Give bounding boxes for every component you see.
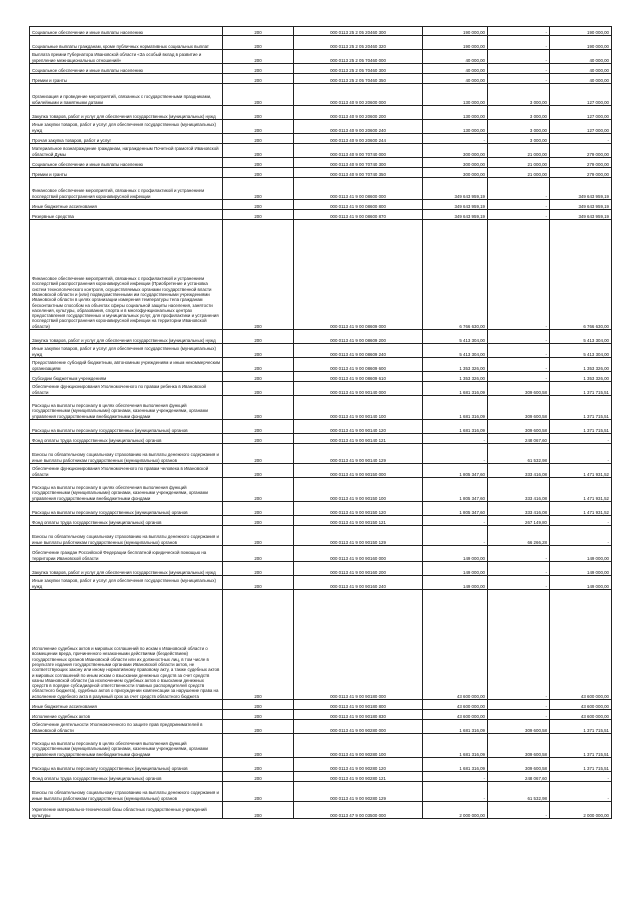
row-remaining-amount-cell: 279 000,00 — [550, 168, 612, 178]
row-remaining-amount-cell: 1 471 931,52 — [550, 478, 612, 502]
row-remaining-amount-cell: 149 000,00 — [550, 546, 612, 562]
row-approved-amount-cell: 130 000,00 — [423, 84, 488, 106]
table-row — [30, 590, 612, 700]
row-approved-amount-cell: 300 000,00 — [423, 144, 488, 158]
table-row — [30, 782, 612, 802]
row-code-cell: 200 — [223, 120, 294, 134]
row-approved-amount-cell: - — [423, 782, 488, 802]
row-name-cell: Обеспечение функционирования Уполномоченного по правам ребенка в Ивановской области — [30, 382, 223, 396]
row-approved-amount-cell: 1 805 347,60 — [423, 464, 488, 478]
row-code-cell: 200 — [223, 84, 294, 106]
row-classification-code-cell: 000 0113 47 9 00 03500 000 — [294, 802, 423, 819]
row-remaining-amount-cell: 1 371 715,51 — [550, 396, 612, 420]
row-approved-amount-cell: 1 681 316,09 — [423, 382, 488, 396]
row-classification-code-cell: 000 0113 40 9 00 20600 000 — [294, 84, 423, 106]
row-code-cell: 200 — [223, 710, 294, 720]
row-approved-amount-cell: - — [423, 772, 488, 782]
table-row — [30, 36, 612, 50]
row-executed-amount-cell: 333 416,08 — [488, 502, 550, 516]
row-code-cell: 200 — [223, 358, 294, 372]
row-classification-code-cell: 000 0113 41 9 00 90140 100 — [294, 396, 423, 420]
row-code-cell: 200 — [223, 200, 294, 210]
row-name-cell: Материальное вознаграждение гражданам, награжденным Почетной грамотой Ивановской областной Думы — [30, 144, 223, 158]
row-code-cell: 200 — [223, 396, 294, 420]
row-remaining-amount-cell: - — [550, 134, 612, 144]
row-executed-amount-cell: 3 000,00 — [488, 106, 550, 120]
row-executed-amount-cell: - — [488, 802, 550, 819]
row-approved-amount-cell: 130 000,00 — [423, 106, 488, 120]
row-classification-code-cell: 000 0113 40 9 00 20600 240 — [294, 120, 423, 134]
row-remaining-amount-cell: - — [550, 516, 612, 526]
table-row — [30, 168, 612, 178]
row-approved-amount-cell: 2 000 000,00 — [423, 802, 488, 819]
row-classification-code-cell: 000 0113 41 9 00 90180 800 — [294, 700, 423, 710]
row-executed-amount-cell: 333 416,08 — [488, 464, 550, 478]
row-classification-code-cell: 000 0113 41 9 00 90280 100 — [294, 734, 423, 758]
row-name-cell: Субсидии бюджетным учреждениям — [30, 372, 223, 382]
table-row — [30, 546, 612, 562]
row-executed-amount-cell: 309 600,58 — [488, 734, 550, 758]
table-row — [30, 358, 612, 372]
row-remaining-amount-cell: 1 353 326,00 — [550, 372, 612, 382]
row-code-cell: 200 — [223, 382, 294, 396]
row-name-cell: Социальные выплаты гражданам, кроме публичных нормативных социальных выплат — [30, 36, 223, 50]
row-classification-code-cell: 000 0113 41 9 00 08609 000 — [294, 220, 423, 330]
row-remaining-amount-cell: 5 413 304,00 — [550, 344, 612, 358]
table-row — [30, 720, 612, 734]
table-row — [30, 178, 612, 200]
row-name-cell: Расходы на выплаты персоналу в целях обеспечения выполнения функций государственными (муниципальными) органами, казенными учреждениями, органами управления государственными внебюджетными фондами — [30, 396, 223, 420]
row-name-cell: Социальное обеспечение и иные выплаты населению — [30, 27, 223, 36]
table-row — [30, 502, 612, 516]
row-approved-amount-cell: 1 805 347,60 — [423, 502, 488, 516]
row-classification-code-cell: 000 0113 41 9 00 08600 800 — [294, 200, 423, 210]
row-remaining-amount-cell: - — [550, 772, 612, 782]
table-row — [30, 200, 612, 210]
row-name-cell: Закупка товаров, работ и услуг для обеспечения государственных (муниципальных) нужд — [30, 330, 223, 344]
row-approved-amount-cell: 149 000,00 — [423, 546, 488, 562]
row-executed-amount-cell: - — [488, 590, 550, 700]
table-row — [30, 330, 612, 344]
row-remaining-amount-cell: 43 600 000,00 — [550, 710, 612, 720]
row-name-cell: Предоставление субсидий бюджетным, автономным учреждениям и иным некоммерческим организациям — [30, 358, 223, 372]
row-approved-amount-cell: 1 353 326,00 — [423, 372, 488, 382]
row-remaining-amount-cell: 40 000,00 — [550, 50, 612, 64]
row-code-cell: 200 — [223, 782, 294, 802]
row-executed-amount-cell: 3 000,00 — [488, 84, 550, 106]
row-approved-amount-cell: 300 000,00 — [423, 158, 488, 168]
row-code-cell: 200 — [223, 802, 294, 819]
row-code-cell: 200 — [223, 106, 294, 120]
row-classification-code-cell: 000 0113 41 9 00 90140 000 — [294, 382, 423, 396]
table-row — [30, 50, 612, 64]
row-executed-amount-cell: 333 416,08 — [488, 478, 550, 502]
row-classification-code-cell: 000 0113 40 9 00 70740 350 — [294, 168, 423, 178]
row-name-cell: Расходы на выплаты персоналу в целях обеспечения выполнения функций государственными (муниципальными) органами, казенными учреждениями, органами управления государственными внебюджетными фондами — [30, 734, 223, 758]
row-classification-code-cell: 000 0113 25 2 05 20460 300 — [294, 27, 423, 36]
table-row — [30, 158, 612, 168]
row-name-cell: Премии и гранты — [30, 168, 223, 178]
table-row — [30, 372, 612, 382]
row-executed-amount-cell: 248 067,60 — [488, 772, 550, 782]
row-code-cell: 200 — [223, 144, 294, 158]
table-row — [30, 562, 612, 576]
row-remaining-amount-cell: 5 413 304,00 — [550, 330, 612, 344]
row-approved-amount-cell: 300 000,00 — [423, 168, 488, 178]
row-executed-amount-cell: - — [488, 710, 550, 720]
row-executed-amount-cell: 3 000,00 — [488, 134, 550, 144]
row-classification-code-cell: 000 0113 41 9 00 90140 129 — [294, 444, 423, 464]
row-code-cell: 200 — [223, 562, 294, 576]
row-name-cell: Финансовое обеспечение мероприятий, связанных с профилактикой и устранением последствий распространения коронавирусной инфекции (Приобретение и установка систем технологического контроля, осуществляемых органами государственной власти Ивановской области и (или) подведомственными им государственными учреждениями Ивановской области в целях организации измерения температуры тела гражданам бесконтактным способом на объектах сферы социальной защиты населения, занятости населения, культуры, образования, спорта и в многофункциональных центрах предоставления государственных и муниципальных услуг, для профилактики и устранения последствий распространения коронавирусной инфекции на территории Ивановской области) — [30, 220, 223, 330]
row-code-cell: 200 — [223, 372, 294, 382]
row-remaining-amount-cell: 1 471 931,52 — [550, 502, 612, 516]
row-executed-amount-cell: - — [488, 220, 550, 330]
row-executed-amount-cell: - — [488, 344, 550, 358]
row-code-cell: 200 — [223, 64, 294, 74]
row-code-cell: 200 — [223, 220, 294, 330]
row-code-cell: 200 — [223, 178, 294, 200]
row-executed-amount-cell: 21 000,00 — [488, 158, 550, 168]
row-classification-code-cell: 000 0113 25 2 05 20460 320 — [294, 36, 423, 50]
row-code-cell: 200 — [223, 27, 294, 36]
row-remaining-amount-cell: 43 600 000,00 — [550, 590, 612, 700]
table-row — [30, 210, 612, 220]
row-remaining-amount-cell: - — [550, 526, 612, 546]
row-approved-amount-cell: 5 413 304,00 — [423, 330, 488, 344]
row-classification-code-cell: 000 0113 41 9 00 08609 200 — [294, 330, 423, 344]
row-approved-amount-cell: 5 413 304,00 — [423, 344, 488, 358]
row-approved-amount-cell: 1 681 316,09 — [423, 734, 488, 758]
row-code-cell: 200 — [223, 526, 294, 546]
row-executed-amount-cell: - — [488, 330, 550, 344]
row-name-cell: Обеспечение граждан Российской Федерации бесплатной юридической помощью на территории Ивановской области — [30, 546, 223, 562]
row-executed-amount-cell: 309 600,58 — [488, 758, 550, 772]
row-classification-code-cell: 000 0113 41 9 00 90160 240 — [294, 576, 423, 590]
row-code-cell: 200 — [223, 330, 294, 344]
row-code-cell: 200 — [223, 134, 294, 144]
row-remaining-amount-cell: 279 000,00 — [550, 144, 612, 158]
table-row — [30, 700, 612, 710]
row-approved-amount-cell: 349 643 959,19 — [423, 210, 488, 220]
table-row — [30, 434, 612, 444]
row-classification-code-cell: 000 0113 41 9 00 90140 121 — [294, 434, 423, 444]
row-name-cell: Фонд оплаты труда государственных (муниципальных) органов — [30, 772, 223, 782]
row-remaining-amount-cell: 1 371 715,51 — [550, 720, 612, 734]
row-name-cell: Иные бюджетные ассигнования — [30, 200, 223, 210]
table-row — [30, 144, 612, 158]
row-name-cell: Премии и гранты — [30, 74, 223, 84]
row-executed-amount-cell: 248 067,60 — [488, 434, 550, 444]
row-remaining-amount-cell: - — [550, 782, 612, 802]
row-executed-amount-cell: - — [488, 372, 550, 382]
row-classification-code-cell: 000 0113 41 9 00 90180 000 — [294, 590, 423, 700]
row-classification-code-cell: 000 0113 41 9 00 08609 240 — [294, 344, 423, 358]
row-name-cell: Расходы на выплаты персоналу государственных (муниципальных) органов — [30, 758, 223, 772]
row-name-cell: Иные бюджетные ассигнования — [30, 700, 223, 710]
row-approved-amount-cell: 349 643 959,19 — [423, 200, 488, 210]
row-name-cell: Расходы на выплаты персоналу государственных (муниципальных) органов — [30, 502, 223, 516]
table-row — [30, 734, 612, 758]
row-approved-amount-cell: - — [423, 434, 488, 444]
row-executed-amount-cell: 66 266,28 — [488, 526, 550, 546]
row-remaining-amount-cell: 1 353 326,00 — [550, 358, 612, 372]
row-name-cell: Фонд оплаты труда государственных (муниципальных) органов — [30, 434, 223, 444]
row-executed-amount-cell: - — [488, 50, 550, 64]
row-name-cell: Взносы по обязательному социальному страхованию на выплаты денежного содержания и иные выплаты работникам государственных (муниципальных) органов — [30, 782, 223, 802]
table-row — [30, 478, 612, 502]
row-approved-amount-cell: 1 353 326,00 — [423, 358, 488, 372]
row-code-cell: 200 — [223, 74, 294, 84]
row-approved-amount-cell: - — [423, 526, 488, 546]
row-approved-amount-cell: 6 766 630,00 — [423, 220, 488, 330]
row-name-cell: Укрепление материально-технической базы областных государственных учреждений культуры — [30, 802, 223, 819]
row-code-cell: 200 — [223, 700, 294, 710]
table-row — [30, 516, 612, 526]
row-code-cell: 200 — [223, 516, 294, 526]
row-code-cell: 200 — [223, 576, 294, 590]
row-classification-code-cell: 000 0113 41 9 00 90150 100 — [294, 478, 423, 502]
row-name-cell: Социальное обеспечение и иные выплаты населению — [30, 158, 223, 168]
row-name-cell: Расходы на выплаты персоналу в целях обеспечения выполнения функций государственными (муниципальными) органами, казенными учреждениями, органами управления государственными внебюджетными фондами — [30, 478, 223, 502]
table-row — [30, 106, 612, 120]
row-remaining-amount-cell: 149 000,00 — [550, 576, 612, 590]
row-classification-code-cell: 000 0113 41 9 00 90150 121 — [294, 516, 423, 526]
table-row — [30, 576, 612, 590]
row-name-cell: Иные закупки товаров, работ и услуг для обеспечения государственных (муниципальных) нужд — [30, 120, 223, 134]
table-body — [30, 27, 612, 819]
row-remaining-amount-cell: 1 371 715,51 — [550, 382, 612, 396]
row-remaining-amount-cell: 43 600 000,00 — [550, 700, 612, 710]
row-approved-amount-cell: 130 000,00 — [423, 120, 488, 134]
table-row — [30, 344, 612, 358]
row-executed-amount-cell: - — [488, 562, 550, 576]
row-remaining-amount-cell: 149 000,00 — [550, 562, 612, 576]
table-row — [30, 802, 612, 819]
table-row — [30, 464, 612, 478]
row-approved-amount-cell: - — [423, 516, 488, 526]
row-approved-amount-cell: 1 681 316,09 — [423, 396, 488, 420]
row-executed-amount-cell: 21 000,00 — [488, 144, 550, 158]
row-classification-code-cell: 000 0113 41 9 00 08600 000 — [294, 178, 423, 200]
table-row — [30, 444, 612, 464]
row-approved-amount-cell: 1 805 347,60 — [423, 478, 488, 502]
row-name-cell: Взносы по обязательному социальному страхованию на выплаты денежного содержания и иные выплаты работникам государственных (муниципальных) органов — [30, 444, 223, 464]
row-executed-amount-cell: 61 532,98 — [488, 444, 550, 464]
row-name-cell: Финансовое обеспечение мероприятий, связанных с профилактикой и устранением последствий распространения коронавирусной инфекции — [30, 178, 223, 200]
row-remaining-amount-cell: 190 000,00 — [550, 36, 612, 50]
row-code-cell: 200 — [223, 502, 294, 516]
row-remaining-amount-cell: 1 371 715,51 — [550, 758, 612, 772]
row-executed-amount-cell: - — [488, 546, 550, 562]
row-classification-code-cell: 000 0113 25 2 05 70460 300 — [294, 64, 423, 74]
row-name-cell: Резервные средства — [30, 210, 223, 220]
row-code-cell: 200 — [223, 344, 294, 358]
table-row — [30, 120, 612, 134]
row-classification-code-cell: 000 0113 41 9 00 90180 830 — [294, 710, 423, 720]
row-remaining-amount-cell: 1 371 715,51 — [550, 420, 612, 434]
row-remaining-amount-cell: 1 371 715,51 — [550, 734, 612, 758]
row-classification-code-cell: 000 0113 40 9 00 70740 300 — [294, 158, 423, 168]
row-approved-amount-cell: 43 600 000,00 — [423, 700, 488, 710]
row-classification-code-cell: 000 0113 41 9 00 90160 200 — [294, 562, 423, 576]
row-executed-amount-cell: - — [488, 64, 550, 74]
row-name-cell: Взносы по обязательному социальному страхованию на выплаты денежного содержания и иные выплаты работникам государственных (муниципальных) органов — [30, 526, 223, 546]
row-approved-amount-cell: 149 000,00 — [423, 576, 488, 590]
row-executed-amount-cell: - — [488, 210, 550, 220]
table-row — [30, 420, 612, 434]
row-code-cell: 200 — [223, 36, 294, 50]
row-code-cell: 200 — [223, 720, 294, 734]
row-remaining-amount-cell: 349 643 959,19 — [550, 178, 612, 200]
budget-report-sheet — [29, 26, 611, 819]
row-name-cell: Социальное обеспечение и иные выплаты населению — [30, 64, 223, 74]
row-name-cell: Организация и проведение мероприятий, связанных с государственными праздниками, юбилейными и памятными датами — [30, 84, 223, 106]
row-name-cell: Иные закупки товаров, работ и услуг для обеспечения государственных (муниципальных) нужд — [30, 576, 223, 590]
row-approved-amount-cell: 1 681 316,09 — [423, 720, 488, 734]
row-executed-amount-cell: 61 532,98 — [488, 782, 550, 802]
row-remaining-amount-cell: 1 471 931,52 — [550, 464, 612, 478]
row-approved-amount-cell: - — [423, 444, 488, 464]
row-name-cell: Исполнение судебных актов и мировых соглашений по искам к Ивановской области о возмещении вреда, причиненного незаконными действиями (бездействием) государственных органов Ивановской области или их должностных лиц, в том числе в результате издания государственными органами Ивановской области актов, не соответствующих закону или иному нормативному правовому акту, а также судебных актов и мировых соглашений по иным искам о взыскании денежных средств за счет средств казны Ивановской области (за исключением судебных актов о взыскании денежных средств в порядке субсидиарной ответственности главных распорядителей средств областного бюджета), судебных актов о присуждении компенсации за нарушение права на исполнение судебного акта в разумный срок за счет средств областного бюджета — [30, 590, 223, 700]
row-code-cell: 200 — [223, 434, 294, 444]
row-remaining-amount-cell: 6 766 630,00 — [550, 220, 612, 330]
row-remaining-amount-cell: - — [550, 434, 612, 444]
row-approved-amount-cell: - — [423, 134, 488, 144]
table-row — [30, 134, 612, 144]
row-classification-code-cell: 000 0113 41 9 00 90280 000 — [294, 720, 423, 734]
row-name-cell: Закупка товаров, работ и услуг для обеспечения государственных (муниципальных) нужд — [30, 562, 223, 576]
row-name-cell: Закупка товаров, работ и услуг для обеспечения государственных (муниципальных) нужд — [30, 106, 223, 120]
row-classification-code-cell: 000 0113 40 9 00 20600 244 — [294, 134, 423, 144]
row-name-cell: Выплата премии Губернатора Ивановской области «За особый вклад в развитие и укрепление межнациональных отношений» — [30, 50, 223, 64]
row-classification-code-cell: 000 0113 41 9 00 90160 000 — [294, 546, 423, 562]
row-code-cell: 200 — [223, 50, 294, 64]
row-code-cell: 200 — [223, 758, 294, 772]
row-approved-amount-cell: 43 600 000,00 — [423, 590, 488, 700]
table-row — [30, 526, 612, 546]
row-remaining-amount-cell: 279 000,00 — [550, 158, 612, 168]
row-executed-amount-cell: - — [488, 200, 550, 210]
row-classification-code-cell: 000 0113 40 9 00 20600 200 — [294, 106, 423, 120]
row-remaining-amount-cell: 40 000,00 — [550, 64, 612, 74]
row-classification-code-cell: 000 0113 41 9 00 08609 610 — [294, 372, 423, 382]
row-executed-amount-cell: 309 600,58 — [488, 396, 550, 420]
row-code-cell: 200 — [223, 158, 294, 168]
row-classification-code-cell: 000 0113 41 9 00 90150 120 — [294, 502, 423, 516]
row-name-cell: Исполнение судебных актов — [30, 710, 223, 720]
row-remaining-amount-cell: 190 000,00 — [550, 27, 612, 36]
row-executed-amount-cell: - — [488, 178, 550, 200]
row-executed-amount-cell: 21 000,00 — [488, 168, 550, 178]
row-approved-amount-cell: 1 681 316,09 — [423, 758, 488, 772]
row-approved-amount-cell: 190 000,00 — [423, 36, 488, 50]
row-remaining-amount-cell: 2 000 000,00 — [550, 802, 612, 819]
row-approved-amount-cell: 40 000,00 — [423, 64, 488, 74]
table-row — [30, 84, 612, 106]
row-approved-amount-cell: 40 000,00 — [423, 74, 488, 84]
row-name-cell: Иные закупки товаров, работ и услуг для обеспечения государственных (муниципальных) нужд — [30, 344, 223, 358]
row-classification-code-cell: 000 0113 25 2 05 70460 350 — [294, 74, 423, 84]
row-classification-code-cell: 000 0113 40 9 00 70740 000 — [294, 144, 423, 158]
table-row — [30, 64, 612, 74]
row-approved-amount-cell: 43 600 000,00 — [423, 710, 488, 720]
row-classification-code-cell: 000 0113 41 9 00 90280 121 — [294, 772, 423, 782]
row-approved-amount-cell: 40 000,00 — [423, 50, 488, 64]
table-row — [30, 758, 612, 772]
row-executed-amount-cell: 309 600,58 — [488, 382, 550, 396]
row-code-cell: 200 — [223, 444, 294, 464]
row-name-cell: Расходы на выплаты персоналу государственных (муниципальных) органов — [30, 420, 223, 434]
row-classification-code-cell: 000 0113 41 9 00 90150 129 — [294, 526, 423, 546]
row-code-cell: 200 — [223, 210, 294, 220]
row-remaining-amount-cell: 349 643 959,19 — [550, 210, 612, 220]
table-row — [30, 220, 612, 330]
row-approved-amount-cell: 190 000,00 — [423, 27, 488, 36]
row-remaining-amount-cell: 40 000,00 — [550, 74, 612, 84]
table-row — [30, 382, 612, 396]
row-code-cell: 200 — [223, 168, 294, 178]
row-executed-amount-cell: - — [488, 700, 550, 710]
row-code-cell: 200 — [223, 420, 294, 434]
row-approved-amount-cell: 149 000,00 — [423, 562, 488, 576]
row-name-cell: Фонд оплаты труда государственных (муниципальных) органов — [30, 516, 223, 526]
row-code-cell: 200 — [223, 478, 294, 502]
row-name-cell: Обеспечение функционирования Уполномоченного по правам человека в Ивановской области — [30, 464, 223, 478]
row-classification-code-cell: 000 0113 41 9 00 08609 600 — [294, 358, 423, 372]
table-row — [30, 772, 612, 782]
row-code-cell: 200 — [223, 734, 294, 758]
row-executed-amount-cell: - — [488, 74, 550, 84]
row-remaining-amount-cell: - — [550, 444, 612, 464]
row-code-cell: 200 — [223, 546, 294, 562]
row-classification-code-cell: 000 0113 41 9 00 90280 129 — [294, 782, 423, 802]
row-code-cell: 200 — [223, 772, 294, 782]
row-executed-amount-cell: 267 149,80 — [488, 516, 550, 526]
row-classification-code-cell: 000 0113 41 9 00 90140 120 — [294, 420, 423, 434]
row-remaining-amount-cell: 349 643 959,19 — [550, 200, 612, 210]
row-classification-code-cell: 000 0113 41 9 00 08600 870 — [294, 210, 423, 220]
row-executed-amount-cell: - — [488, 36, 550, 50]
table-row — [30, 27, 612, 36]
row-approved-amount-cell: 1 681 316,09 — [423, 420, 488, 434]
row-classification-code-cell: 000 0113 41 9 00 90150 000 — [294, 464, 423, 478]
row-executed-amount-cell: - — [488, 27, 550, 36]
row-name-cell: Прочая закупка товаров, работ и услуг — [30, 134, 223, 144]
row-executed-amount-cell: 309 600,58 — [488, 720, 550, 734]
row-code-cell: 200 — [223, 590, 294, 700]
row-executed-amount-cell: 3 000,00 — [488, 120, 550, 134]
row-classification-code-cell: 000 0113 41 9 00 90280 120 — [294, 758, 423, 772]
table-row — [30, 74, 612, 84]
row-executed-amount-cell: - — [488, 576, 550, 590]
row-approved-amount-cell: 349 643 959,19 — [423, 178, 488, 200]
row-code-cell: 200 — [223, 464, 294, 478]
budget-execution-table — [29, 26, 612, 819]
row-remaining-amount-cell: 127 000,00 — [550, 106, 612, 120]
row-executed-amount-cell: - — [488, 358, 550, 372]
row-name-cell: Обеспечение деятельности Уполномоченного по защите прав предпринимателей в Ивановской области — [30, 720, 223, 734]
table-row — [30, 710, 612, 720]
row-executed-amount-cell: 309 600,58 — [488, 420, 550, 434]
row-remaining-amount-cell: 127 000,00 — [550, 120, 612, 134]
table-row — [30, 396, 612, 420]
row-remaining-amount-cell: 127 000,00 — [550, 84, 612, 106]
row-classification-code-cell: 000 0113 25 2 05 70460 000 — [294, 50, 423, 64]
